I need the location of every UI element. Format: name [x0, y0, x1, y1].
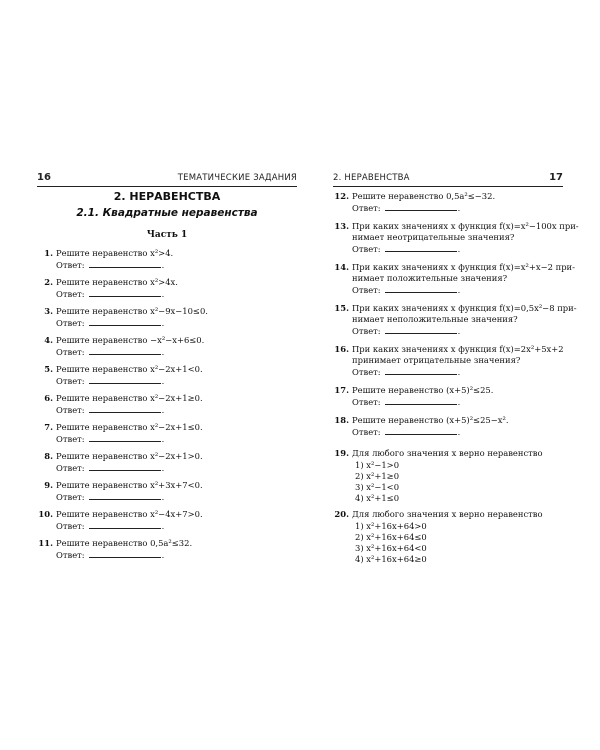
- task-number: 14.: [334, 262, 349, 272]
- task-number: 7.: [44, 422, 53, 432]
- task-number: 6.: [44, 393, 53, 403]
- multiple-choice-task: [333, 448, 565, 504]
- task-number: 9.: [44, 480, 53, 490]
- task-text: Решите неравенство x²+3x+7<0.: [56, 480, 203, 490]
- option-4[interactable]: 4) x²+1≤0: [355, 493, 400, 503]
- task-text: Решите неравенство x²−2x+1<0.: [56, 364, 203, 374]
- answer-row: Ответ: .: [56, 289, 165, 299]
- right-page-header: [333, 172, 563, 187]
- task: [37, 538, 295, 561]
- task-number: 5.: [44, 364, 53, 374]
- task-number: 1.: [44, 248, 53, 258]
- task-text: Решите неравенство x²>4x.: [56, 277, 178, 287]
- answer-field[interactable]: [89, 549, 161, 558]
- task: [333, 385, 565, 408]
- answer-label: Ответ:: [56, 347, 85, 357]
- answer-label: Ответ:: [56, 289, 85, 299]
- answer-label: Ответ:: [56, 521, 85, 531]
- answer-field[interactable]: [385, 325, 457, 334]
- answer-row: Ответ: .: [56, 492, 165, 502]
- answer-row: Ответ: .: [56, 434, 165, 444]
- answer-field[interactable]: [89, 317, 161, 326]
- task-text: При каких значениях x функция f(x)=x²−100x при-: [352, 221, 579, 231]
- task-number: 18.: [334, 415, 349, 425]
- answer-row: Ответ: .: [56, 463, 165, 473]
- task-text: Решите неравенство (x+5)²≤25.: [352, 385, 494, 395]
- task-text: При каких значениях x функция f(x)=x²+x−2 при-: [352, 262, 575, 272]
- task-text: Решите неравенство x²−4x+7>0.: [56, 509, 203, 519]
- section-title: 2. НЕРАВЕНСТВА: [113, 190, 221, 203]
- task-number: 16.: [334, 344, 349, 354]
- option-3[interactable]: 3) x²−1<0: [355, 482, 400, 492]
- options-list: [352, 460, 565, 504]
- option-1[interactable]: 1) x²−1>0: [355, 460, 400, 470]
- option-1[interactable]: 1) x²+16x+64>0: [355, 521, 427, 531]
- answer-row: Ответ: .: [352, 326, 461, 336]
- answer-field[interactable]: [89, 288, 161, 297]
- answer-field[interactable]: [385, 243, 457, 252]
- answer-field[interactable]: [385, 426, 457, 435]
- answer-row: Ответ: .: [352, 203, 461, 213]
- task-text: Решите неравенство −x²−x+6≤0.: [56, 335, 205, 345]
- subsection-title: 2.1. Квадратные неравенства: [76, 207, 258, 219]
- answer-field[interactable]: [385, 396, 457, 405]
- answer-row: Ответ: .: [56, 550, 165, 560]
- answer-label: Ответ:: [352, 244, 381, 254]
- answer-label: Ответ:: [352, 427, 381, 437]
- answer-row: Ответ: .: [56, 260, 165, 270]
- task: [37, 480, 295, 503]
- task: [37, 335, 295, 358]
- task: [37, 509, 295, 532]
- answer-label: Ответ:: [56, 434, 85, 444]
- task-text: Решите неравенство 0,5a²≤−32.: [352, 191, 496, 201]
- task-number: 19.: [334, 448, 349, 458]
- answer-row: Ответ: .: [56, 405, 165, 415]
- answer-label: Ответ:: [352, 285, 381, 295]
- task: [333, 262, 575, 296]
- option-4[interactable]: 4) x²+16x+64≥0: [355, 554, 427, 564]
- task-number: 20.: [334, 509, 349, 519]
- answer-row: Ответ: .: [56, 521, 165, 531]
- answer-field[interactable]: [89, 462, 161, 471]
- task: [333, 221, 579, 255]
- task-text: нимает неположительные значения?: [352, 314, 518, 324]
- page-number: 17: [549, 172, 563, 183]
- answer-field[interactable]: [385, 284, 457, 293]
- answer-field[interactable]: [385, 366, 457, 375]
- part-title: Часть 1: [146, 230, 188, 240]
- answer-label: Ответ:: [56, 260, 85, 270]
- answer-row: Ответ: .: [352, 285, 461, 295]
- answer-field[interactable]: [89, 375, 161, 384]
- answer-label: Ответ:: [56, 405, 85, 415]
- answer-field[interactable]: [89, 433, 161, 442]
- task: [37, 364, 295, 387]
- answer-field[interactable]: [89, 404, 161, 413]
- task-number: 10.: [38, 509, 53, 519]
- task-number: 2.: [44, 277, 53, 287]
- task: [333, 191, 565, 214]
- task: [37, 248, 295, 271]
- options-list: [352, 521, 565, 565]
- answer-label: Ответ:: [56, 463, 85, 473]
- running-header-title: ТЕМАТИЧЕСКИЕ ЗАДАНИЯ: [177, 173, 297, 183]
- answer-field[interactable]: [89, 491, 161, 500]
- task-text: Решите неравенство x²−2x+1≥0.: [56, 393, 203, 403]
- page-number: 16: [37, 172, 51, 183]
- task-text: При каких значениях x функция f(x)=2x²+5x+2: [352, 344, 564, 354]
- task-number: 3.: [44, 306, 53, 316]
- task-number: 15.: [334, 303, 349, 313]
- left-page-header: [37, 172, 297, 187]
- task-text: Решите неравенство x²−2x+1>0.: [56, 451, 203, 461]
- task-number: 4.: [44, 335, 53, 345]
- answer-label: Ответ:: [56, 550, 85, 560]
- task-text: Для любого значения x верно неравенство: [352, 448, 543, 458]
- task-text: Для любого значения x верно неравенство: [352, 509, 543, 519]
- task-number: 13.: [334, 221, 349, 231]
- answer-label: Ответ:: [352, 367, 381, 377]
- task-number: 11.: [38, 538, 53, 548]
- answer-field[interactable]: [89, 259, 161, 268]
- answer-row: Ответ: .: [56, 318, 165, 328]
- task: [37, 277, 295, 300]
- answer-row: Ответ: .: [352, 427, 461, 437]
- task: [37, 393, 295, 416]
- task-text: Решите неравенство 0,5a²≤32.: [56, 538, 193, 548]
- task-text: Решите неравенство x²−2x+1≤0.: [56, 422, 203, 432]
- option-2[interactable]: 2) x²+16x+64≤0: [355, 532, 427, 542]
- answer-label: Ответ:: [352, 203, 381, 213]
- answer-label: Ответ:: [352, 326, 381, 336]
- task-text: При каких значениях x функция f(x)=0,5x²−8 при-: [352, 303, 577, 313]
- answer-field[interactable]: [385, 202, 457, 211]
- answer-label: Ответ:: [352, 397, 381, 407]
- task-number: 17.: [334, 385, 349, 395]
- task-text: Решите неравенство (x+5)²≤25−x².: [352, 415, 509, 425]
- task: [333, 415, 565, 438]
- answer-label: Ответ:: [56, 376, 85, 386]
- option-3[interactable]: 3) x²+16x+64<0: [355, 543, 427, 553]
- answer-field[interactable]: [89, 520, 161, 529]
- answer-row: Ответ: .: [56, 347, 165, 357]
- multiple-choice-task: [333, 509, 565, 565]
- task-text: Решите неравенство x²>4.: [56, 248, 174, 258]
- option-2[interactable]: 2) x²+1≥0: [355, 471, 400, 481]
- task: [333, 303, 577, 337]
- task-text: принимает отрицательные значения?: [352, 355, 521, 365]
- task-number: 12.: [334, 191, 349, 201]
- task: [37, 306, 295, 329]
- task-text: Решите неравенство x²−9x−10≤0.: [56, 306, 208, 316]
- task-text: нимает неотрицательные значения?: [352, 232, 515, 242]
- task: [37, 422, 295, 445]
- task: [37, 451, 295, 474]
- answer-row: Ответ: .: [352, 397, 461, 407]
- answer-label: Ответ:: [56, 318, 85, 328]
- task: [333, 344, 565, 378]
- running-header-title: 2. НЕРАВЕНСТВА: [333, 173, 410, 183]
- answer-label: Ответ:: [56, 492, 85, 502]
- answer-row: Ответ: .: [352, 244, 461, 254]
- answer-field[interactable]: [89, 346, 161, 355]
- answer-row: Ответ: .: [352, 367, 461, 377]
- answer-row: Ответ: .: [56, 376, 165, 386]
- task-number: 8.: [44, 451, 53, 461]
- task-text: нимает положительные значения?: [352, 273, 508, 283]
